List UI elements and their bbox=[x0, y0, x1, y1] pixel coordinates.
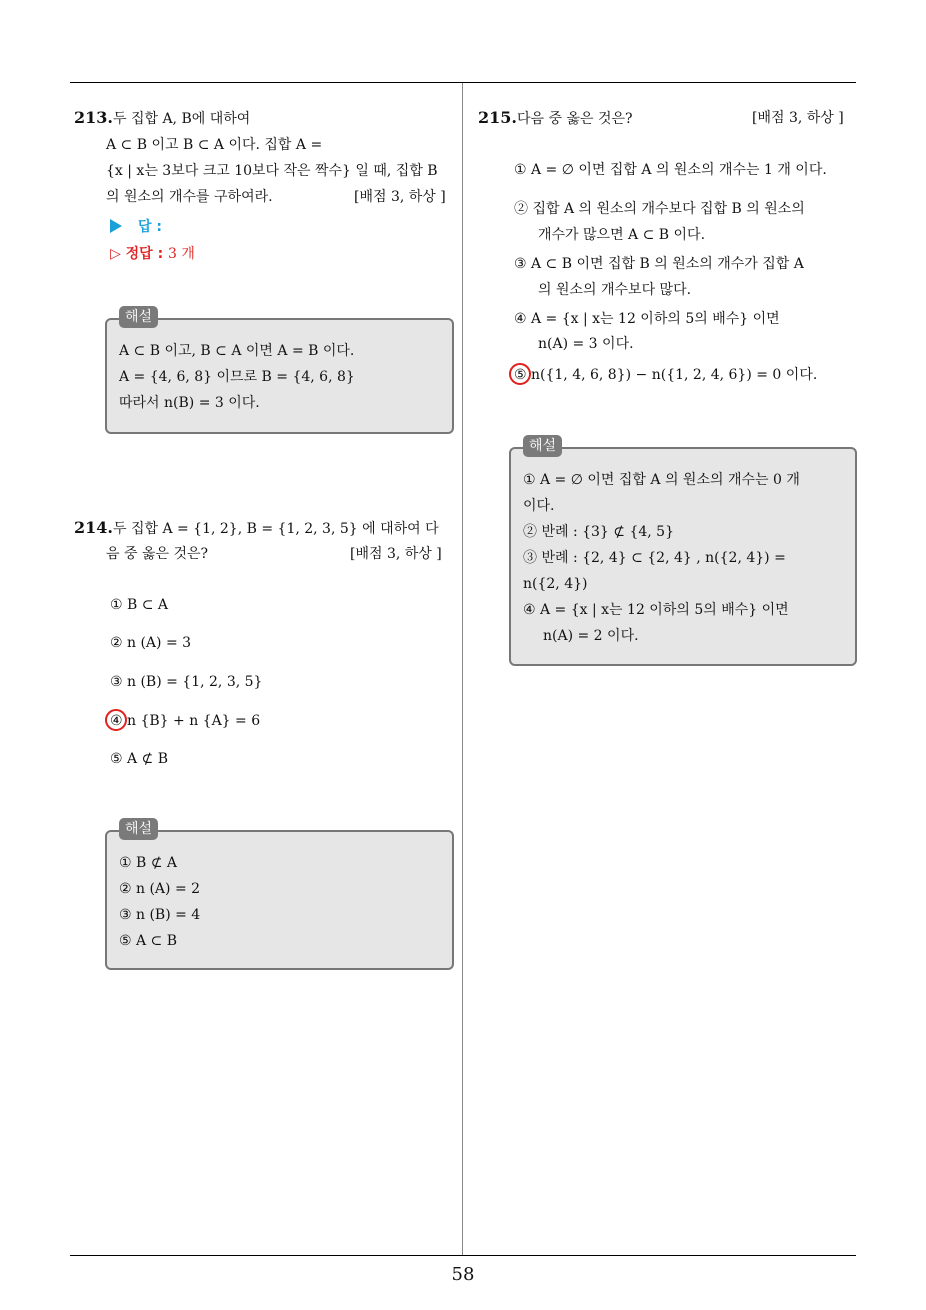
question-text: 다음 중 옳은 것은? bbox=[516, 111, 633, 127]
page-number: 58 bbox=[451, 1264, 475, 1285]
play-icon bbox=[110, 219, 122, 233]
question-text: 의 원소의 개수를 구하여라. bbox=[106, 189, 273, 205]
solution-tag: 해설 bbox=[523, 435, 562, 457]
correct-answer-row: ▷ 정답 : 3 개 bbox=[110, 246, 195, 262]
question-number: 214. bbox=[74, 518, 113, 537]
solution-box bbox=[509, 447, 857, 666]
option-2-cont: 개수가 많으면 A ⊂ B 이다. bbox=[538, 227, 706, 243]
option-1: ① A = ∅ 이면 집합 A 의 원소의 개수는 1 개 이다. bbox=[514, 162, 827, 178]
solution-text: n({2, 4}) bbox=[523, 576, 588, 592]
answer-circle-mark bbox=[105, 709, 127, 731]
score-label: [배점 3, 하상 ] bbox=[354, 189, 446, 205]
solution-text: ① A = ∅ 이면 집합 A 의 원소의 개수는 0 개 bbox=[523, 472, 800, 488]
solution-box bbox=[105, 318, 454, 434]
solution-text: ⑤ A ⊂ B bbox=[119, 933, 178, 949]
solution-tag: 해설 bbox=[119, 306, 158, 328]
question-text: 두 집합 A = {1, 2}, B = {1, 2, 3, 5} 에 대하여 다 bbox=[112, 521, 439, 537]
answer-row: 답 : bbox=[110, 217, 162, 237]
option-2: ② 집합 A 의 원소의 개수보다 집합 B 의 원소의 bbox=[514, 201, 805, 217]
option-2: ② n (A) = 3 bbox=[110, 635, 192, 651]
solution-text: ④ A = {x | x는 12 이하의 5의 배수} 이면 bbox=[523, 602, 789, 618]
solution-box bbox=[105, 830, 454, 970]
question-number: 215. bbox=[478, 108, 517, 127]
question-text: A ⊂ B 이고 B ⊂ A 이다. 집합 A = bbox=[106, 137, 323, 153]
option-3-cont: 의 원소의 개수보다 많다. bbox=[538, 282, 692, 298]
option-5: ⑤ A ⊄ B bbox=[110, 751, 169, 767]
solution-text: ① B ⊄ A bbox=[119, 855, 178, 871]
solution-text: A = {4, 6, 8} 이므로 B = {4, 6, 8} bbox=[119, 369, 355, 385]
answer-circle-mark bbox=[509, 363, 531, 385]
solution-text: ③ 반례 : {2, 4} ⊂ {2, 4} , n({2, 4}) = bbox=[523, 550, 786, 566]
question-number: 213. bbox=[74, 108, 113, 127]
option-4: ④ A = {x | x는 12 이하의 5의 배수} 이면 bbox=[514, 311, 780, 327]
option-3: ③ A ⊂ B 이면 집합 B 의 원소의 개수가 집합 A bbox=[514, 256, 804, 272]
question-text: {x | x는 3보다 크고 10보다 작은 짝수} 일 때, 집합 B bbox=[106, 163, 438, 179]
top-rule bbox=[70, 82, 856, 83]
option-4: ④ n {B} + n {A} = 6 bbox=[110, 713, 261, 729]
solution-text: 따라서 n(B) = 3 이다. bbox=[119, 395, 260, 411]
question-text: 두 집합 A, B에 대하여 bbox=[112, 111, 251, 127]
bottom-rule bbox=[70, 1255, 856, 1256]
solution-text: A ⊂ B 이고, B ⊂ A 이면 A = B 이다. bbox=[119, 343, 355, 359]
question-text: 음 중 옳은 것은? bbox=[106, 546, 209, 562]
option-5: ⑤ n({1, 4, 6, 8}) − n({1, 2, 4, 6}) = 0 이다. bbox=[514, 367, 818, 383]
score-label: [배점 3, 하상 ] bbox=[752, 110, 844, 126]
solution-text: ③ n (B) = 4 bbox=[119, 907, 201, 923]
score-label: [배점 3, 하상 ] bbox=[350, 546, 442, 562]
column-divider bbox=[462, 83, 463, 1256]
option-3: ③ n (B) = {1, 2, 3, 5} bbox=[110, 674, 263, 690]
option-1: ① B ⊂ A bbox=[110, 597, 169, 613]
solution-text: ② n (A) = 2 bbox=[119, 881, 201, 897]
solution-tag: 해설 bbox=[119, 818, 158, 840]
solution-text: ② 반례 : {3} ⊄ {4, 5} bbox=[523, 524, 674, 540]
solution-text: n(A) = 2 이다. bbox=[543, 628, 639, 644]
solution-text: 이다. bbox=[523, 498, 555, 514]
option-4-cont: n(A) = 3 이다. bbox=[538, 336, 634, 352]
